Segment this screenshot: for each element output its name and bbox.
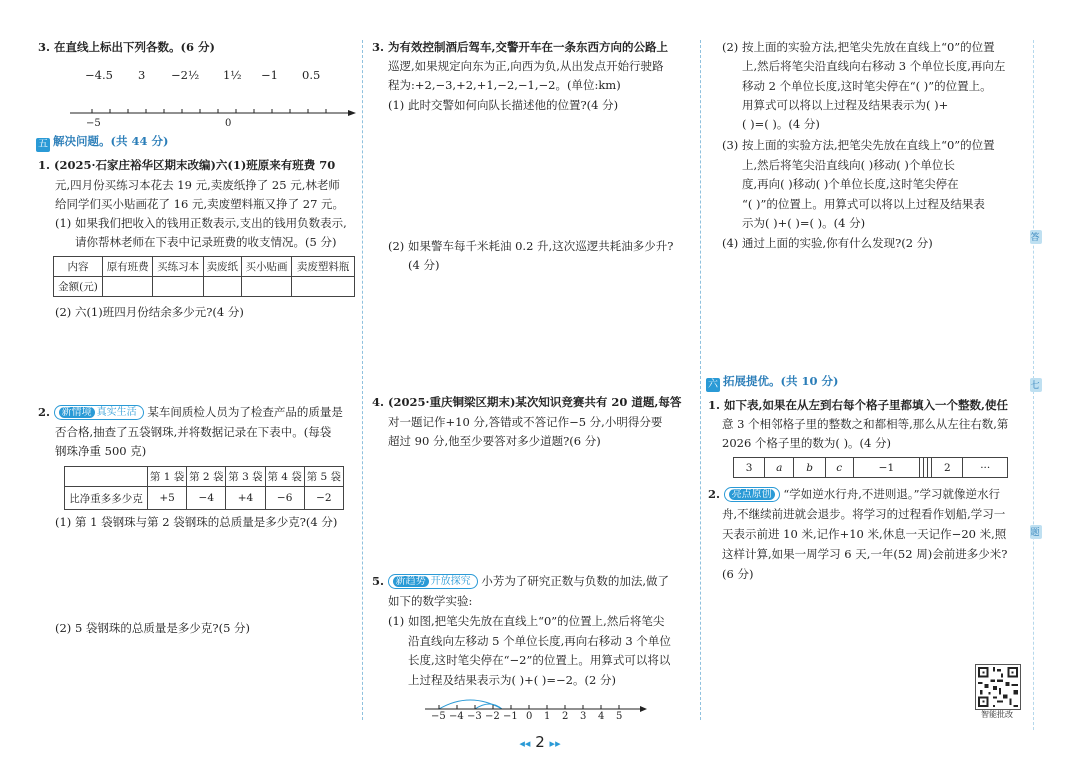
side-tab-label: 答 [1030, 233, 1040, 243]
page-number: ◂◂ 2 ▸▸ [519, 733, 561, 751]
table-row [734, 458, 1008, 478]
axis-label: 0 [225, 118, 232, 129]
grid-cell: a [765, 458, 794, 478]
axis-label: −2 [485, 711, 500, 722]
number-item: 1½ [223, 68, 242, 82]
left-q2-line1: 2. 新情境 真实生活 某车间质检人员为了检查产品的质量是 [38, 405, 343, 419]
mid-q5-line6: 上过程及结果表示为( )+( )=−2。(2 分) [408, 673, 616, 687]
table-cell: +5 [148, 487, 187, 510]
table-row [65, 467, 344, 487]
right-q1-line2: 意 3 个相邻格子里的整数之和都相等,那么从左往右数,第 [722, 417, 1009, 431]
table-cell: −6 [265, 487, 304, 510]
side-tab-label: 七 [1030, 381, 1040, 391]
table-row-label: 金额(元) [54, 277, 103, 297]
number-item: 3 [138, 68, 146, 82]
left-q2-2: (2) 5 袋钢珠的总质量是多少克?(5 分) [55, 621, 251, 635]
right-q5-3-line2: 上,然后将笔尖沿直线向( )移动( )个单位长 [742, 158, 955, 172]
answer-cell[interactable] [203, 277, 241, 297]
steel-ball-table [64, 466, 344, 510]
axis-label: −5 [86, 118, 101, 129]
number-item: 0.5 [302, 68, 321, 82]
left-q1-line3: 给同学们买小贴画花了 16 元,卖废塑料瓶又挣了 27 元。 [55, 197, 345, 211]
axis-label: −1 [503, 711, 518, 722]
grid-cell: c [825, 458, 853, 478]
table-header-cell [65, 467, 148, 487]
table-header-cell: 买练习本 [153, 257, 203, 277]
q2-number: 2. [708, 487, 721, 501]
number-item: −4.5 [85, 68, 113, 82]
mid-q5-line2: 如下的数学实验: [388, 594, 473, 608]
integer-grid [733, 457, 1008, 478]
number-item: −2½ [171, 68, 200, 82]
right-q5-2-line4: 用算式可以将以上过程及结果表示为( )+ [742, 98, 949, 112]
right-q5-3-line1: (3) 按上面的实验方法,把笔尖先放在直线上“0”的位置 [722, 138, 995, 152]
answer-cell[interactable] [292, 277, 355, 297]
mid-q3-line3: 程为:+2,−3,+2,+1,−2,−1,−2。(单位:km) [388, 78, 621, 92]
axis-label: −4 [449, 711, 464, 722]
right-q5-3-line5: 示为( )+( )=( )。(4 分) [742, 216, 866, 230]
mid-q4-line1: 4. (2025·重庆铜梁区期末)某次知识竞赛共有 20 道题,每答 [372, 395, 682, 409]
mid-q3-line4: (1) 此时交警如何向队长描述他的位置?(4 分) [388, 98, 619, 112]
axis-label: 4 [598, 711, 605, 722]
axis-label: 1 [544, 711, 551, 722]
mid-q4-line3: 超过 90 分,他至少要答对多少道题?(6 分) [388, 434, 601, 448]
mid-q5-line5: 长度,这时笔尖停在“−2”的位置上。用算式可以将以 [408, 653, 671, 667]
right-q5-2-line5: ( )=( )。(4 分) [742, 117, 820, 131]
section5-title: 五 解决问题。(共 44 分) [38, 134, 169, 150]
grid-cell: −1 [853, 458, 920, 478]
mid-q5-line1: 5. 新趋势 开放探究 小芳为了研究正数与负数的加法,做了 [372, 574, 669, 588]
left-q3-head: 3. 在直线上标出下列各数。(6 分) [38, 40, 215, 54]
table-cell: −4 [187, 487, 226, 510]
new-trend-tag: 新趋势 开放探究 [388, 574, 478, 589]
grid-cell: ··· [963, 458, 1008, 478]
number-line-blank [70, 105, 360, 119]
grid-cell: 3 [734, 458, 765, 478]
mid-q4-line2: 对一题记作+10 分,答错或不答记作−5 分,小明得分要 [388, 415, 663, 429]
axis-label: 3 [580, 711, 587, 722]
left-q1-line5: 请你帮林老师在下表中记录班费的收支情况。(5 分) [75, 235, 337, 249]
axis-label: 0 [526, 711, 533, 722]
grid-cell: b [794, 458, 825, 478]
section6-title: 六 拓展提优。(共 10 分) [708, 374, 839, 390]
table-header-cell: 第 4 袋 [265, 467, 304, 487]
column-divider-2 [700, 40, 701, 720]
left-q2-line3: 钢珠净重 500 克) [55, 444, 147, 458]
axis-label: 2 [562, 711, 569, 722]
new-situation-tag: 新情境 真实生活 [54, 405, 144, 420]
right-q1-line3: 2026 个格子里的数为( )。(4 分) [722, 436, 891, 450]
prev-arrow-icon: ◂◂ [519, 737, 531, 750]
right-q2-line3: 天表示前进 10 米,记作+10 米,休息一天记作−20 米,照 [722, 527, 1007, 541]
table-header-cell: 卖废塑料瓶 [292, 257, 355, 277]
left-q1-line4: (1) 如果我们把收入的钱用正数表示,支出的钱用负数表示, [55, 216, 347, 230]
answer-cell[interactable] [103, 277, 153, 297]
right-q5-3-line3: 度,再向( )移动( )个单位长度,这时笔尖停在 [742, 177, 959, 191]
left-q2-1: (1) 第 1 袋钢珠与第 2 袋钢珠的总质量是多少克?(4 分) [55, 515, 338, 529]
qr-label: 智能批改 [981, 710, 1013, 719]
right-q5-2-line2: 上,然后将笔尖沿直线向右移动 3 个单位长度,再向左 [742, 59, 1006, 73]
right-q2-line5: (6 分) [722, 567, 754, 581]
right-q5-3-line4: “( )”的位置上。用算式可以将以上过程及结果表 [742, 197, 985, 211]
table-row [54, 277, 355, 297]
table-header-cell: 第 1 袋 [148, 467, 187, 487]
class-fund-table [53, 256, 355, 297]
mid-q5-line4: 沿直线向左移动 5 个单位长度,再向右移动 3 个单位 [408, 634, 671, 648]
axis-label: 5 [616, 711, 623, 722]
table-header-cell: 第 5 袋 [304, 467, 343, 487]
mid-q3-line2: 巡逻,如果规定向东为正,向西为负,从出发点开始行驶路 [388, 59, 664, 73]
right-q2-line1: 2. 亮点原创 “学如逆水行舟,不进则退。”学习就像逆水行 [708, 487, 1000, 501]
right-q5-4: (4) 通过上面的实验,你有什么发现?(2 分) [722, 236, 933, 250]
right-q1-line1: 1. 如下表,如果在从左到右每个格子里都填入一个整数,使任 [708, 398, 1009, 412]
number-item: −1 [261, 68, 278, 82]
column-divider-1 [362, 40, 363, 720]
side-tab-label: 题 [1030, 528, 1040, 538]
table-header-cell: 买小贴画 [241, 257, 291, 277]
table-header-cell: 内容 [54, 257, 103, 277]
q3-number-list [85, 64, 345, 90]
answer-cell[interactable] [241, 277, 291, 297]
left-q1-line1: 1. (2025·石家庄裕华区期末改编)六(1)班原来有班费 70 [38, 158, 336, 172]
grid-cell: 2 [932, 458, 963, 478]
example-axis-labels [425, 711, 650, 725]
next-arrow-icon: ▸▸ [549, 737, 561, 750]
mid-q3-2-line1: (2) 如果警车每千米耗油 0.2 升,这次巡逻共耗油多少升? [388, 239, 674, 253]
right-q5-2-line3: 移动 2 个单位长度,这时笔尖停在“( )”的位置上。 [742, 79, 992, 93]
mid-q5-line3: (1) 如图,把笔尖先放在直线上“0”的位置上,然后将笔尖 [388, 614, 665, 628]
mid-q3-2-line2: (4 分) [408, 258, 440, 272]
table-header-cell: 第 2 袋 [187, 467, 226, 487]
table-row [65, 487, 344, 510]
section5-badge: 五 [38, 139, 48, 150]
section6-badge: 六 [708, 379, 718, 390]
table-row [54, 257, 355, 277]
q5-number: 5. [372, 574, 385, 588]
left-q1-2: (2) 六(1)班四月份结余多少元?(4 分) [55, 305, 244, 319]
qr-code-icon[interactable] [975, 664, 1021, 710]
right-q5-2-line1: (2) 按上面的实验方法,把笔尖先放在直线上“0”的位置 [722, 40, 995, 54]
right-q2-line4: 这样计算,如果一周学习 6 天,一年(52 周)会前进多少米? [722, 547, 1008, 561]
table-cell: −2 [304, 487, 343, 510]
table-header-cell: 第 3 袋 [226, 467, 265, 487]
table-cell: +4 [226, 487, 265, 510]
axis-label: −5 [431, 711, 446, 722]
left-q1-line2: 元,四月份买练习本花去 19 元,卖废纸挣了 25 元,林老师 [55, 178, 340, 192]
original-tag: 亮点原创 [724, 487, 780, 502]
mid-q3-line1: 3. 为有效控制酒后驾车,交警开车在一条东西方向的公路上 [372, 40, 669, 54]
left-q2-line2: 否合格,抽查了五袋钢珠,并将数据记录在下表中。(每袋 [55, 425, 332, 439]
table-header-cell: 原有班费 [103, 257, 153, 277]
table-header-cell: 卖废纸 [203, 257, 241, 277]
axis-label: −3 [467, 711, 482, 722]
answer-cell[interactable] [153, 277, 203, 297]
right-q2-line2: 舟,不继续前进就会退步。将学习的过程看作划船,学习一 [722, 507, 1006, 521]
table-row-label: 比净重多多少克 [65, 487, 148, 510]
q2-number: 2. [38, 405, 51, 419]
